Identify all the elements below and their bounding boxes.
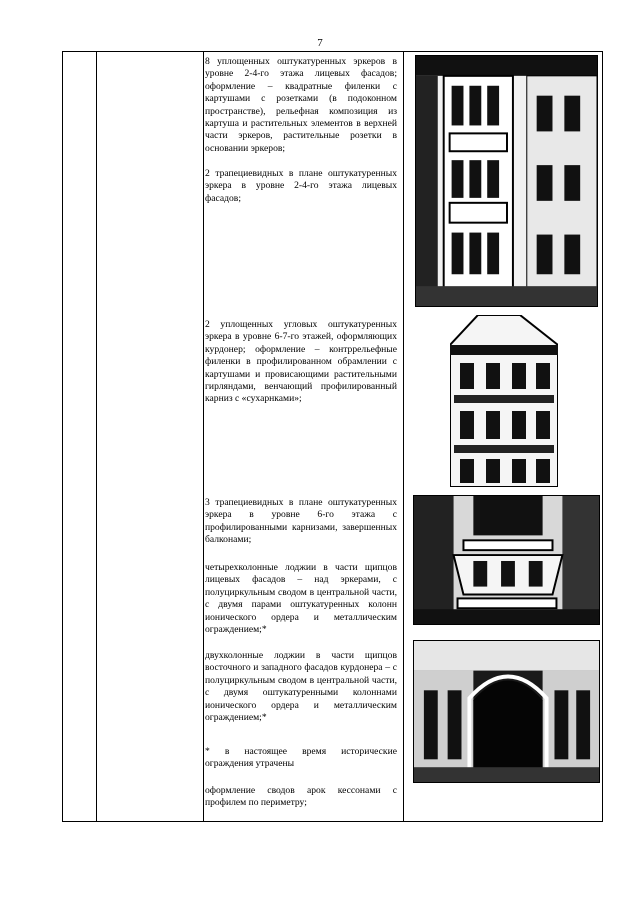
trapezoid-oriels-photo — [413, 495, 600, 625]
paragraph-arch-coffers: оформление сводов арок кессонами с профилем по периметру; — [205, 785, 397, 809]
page-number: 7 — [317, 37, 323, 49]
column-divider — [403, 52, 404, 821]
paragraph-two-column-loggias: двухколонные лоджии в части щипцов восточного и западного фасадов курдонера – с полуциркульным сводом в центральной части, с двумя оштукатуренными колоннами ионического ордера и металлическим ограждением;* — [205, 650, 397, 724]
corner-oriel-photo — [450, 315, 558, 487]
column-divider — [203, 52, 204, 821]
paragraph-trapezoid-oriels-2-4: 2 трапециевидных в плане оштукатуренных эркера в уровне 2-4-го этажа лицевых фасадов; — [205, 168, 397, 204]
paragraph-four-column-loggias: четырехколонные лоджии в части щипцов лицевых фасадов – над эркерами, с полуциркульным сводом в центральной части, с двумя парами оштукатуренных колонн ионического ордера и металлическим ограждением;* — [205, 562, 397, 636]
paragraph-corner-oriels-6-7: 2 уплощенных угловых оштукатуренных эркера в уровне 6-7-го этажей, оформляющих курдонер; оформление – контррельефные филенки в профилированном обрамлении с картушами и провисающими растительными гирляндами, венчающий профилированный карниз с «сухарнками»; — [205, 319, 397, 405]
paragraph-trapezoid-oriels-6: 3 трапециевидных в плане оштукатуренных эркера в уровне 6-го этажа с профилированными карнизами, завершенных балконами; — [205, 497, 397, 546]
facade-oriels-photo — [415, 55, 598, 307]
column-divider — [96, 52, 97, 821]
loggia-arch-photo — [413, 640, 600, 783]
paragraph-footnote: * в настоящее время исторические ограждения утрачены — [205, 746, 397, 770]
paragraph-oriels-2-4: 8 уплощенных оштукатуренных эркеров в уровне 2-4-го этажа лицевых фасадов; оформление – квадратные филенки с картушами с розетками (в подоконном пространстве), рельефная композиция из картуша и растительных элементов в верхней части эркеров, растительные розетки в основании эркеров; — [205, 56, 397, 154]
